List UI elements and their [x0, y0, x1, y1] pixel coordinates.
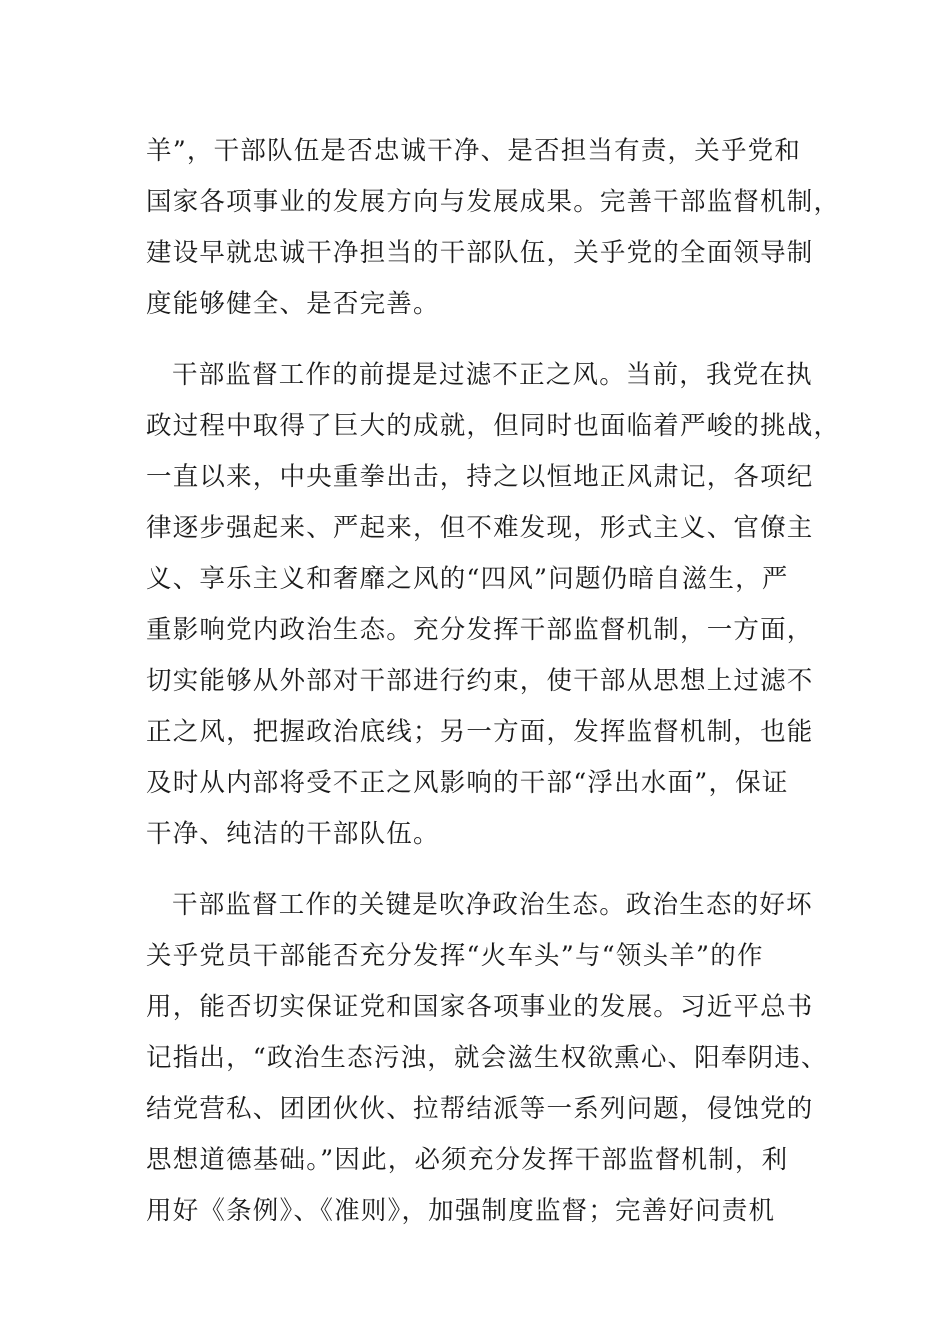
paragraph-line: 用，能否切实保证党和国家各项事业的发展。习近平总书 [146, 992, 814, 1022]
paragraph-line: 国家各项事业的发展方向与发展成果。完善干部监督机制， [146, 187, 841, 217]
paragraph-line: 正之风，把握政治底线；另一方面，发挥监督机制，也能 [146, 717, 814, 747]
paragraph-line: 干部监督工作的前提是过滤不正之风。当前，我党在执 [172, 360, 813, 390]
paragraph-line: 律逐步强起来、严起来，但不难发现，形式主义、官僚主 [146, 513, 814, 543]
paragraph-line: 记指出，“政治生态污浊，就会滋生权欲熏心、阳奉阴违、 [146, 1043, 828, 1073]
paragraph-line: 羊”，干部队伍是否忠诚干净、是否担当有责，关乎党和 [146, 136, 802, 166]
paragraph-line: 政过程中取得了巨大的成就，但同时也面临着严峻的挑战， [146, 411, 841, 441]
paragraph-line: 关乎党员干部能否充分发挥“火车头”与“领头羊”的作 [146, 941, 764, 971]
paragraph-line: 一直以来，中央重拳出击，持之以恒地正风肃记，各项纪 [146, 462, 814, 492]
paragraph-1 [146, 126, 841, 330]
paragraph-2 [146, 350, 841, 860]
paragraph-3 [146, 880, 828, 1237]
paragraph-line: 义、享乐主义和奢靡之风的“四风”问题仍暗自滋生，严 [146, 564, 789, 594]
paragraph-line: 重影响党内政治生态。充分发挥干部监督机制，一方面， [146, 615, 814, 645]
paragraph-line: 度能够健全、是否完善。 [146, 289, 440, 319]
paragraph-line: 建设早就忠诚干净担当的干部队伍，关乎党的全面领导制 [146, 238, 814, 268]
document-body [146, 126, 841, 1237]
paragraph-line: 用好《条例》、《准则》，加强制度监督；完善好问责机 [146, 1196, 776, 1226]
paragraph-line: 干净、纯洁的干部队伍。 [146, 819, 440, 849]
paragraph-line: 及时从内部将受不正之风影响的干部“浮出水面”，保证 [146, 768, 789, 798]
paragraph-line: 干部监督工作的关键是吹净政治生态。政治生态的好坏 [172, 890, 813, 920]
paragraph-line: 结党营私、团团伙伙、拉帮结派等一系列问题，侵蚀党的 [146, 1094, 814, 1124]
paragraph-line: 思想道德基础。”因此，必须充分发挥干部监督机制，利 [146, 1145, 789, 1175]
paragraph-line: 切实能够从外部对干部进行约束，使干部从思想上过滤不 [146, 666, 814, 696]
